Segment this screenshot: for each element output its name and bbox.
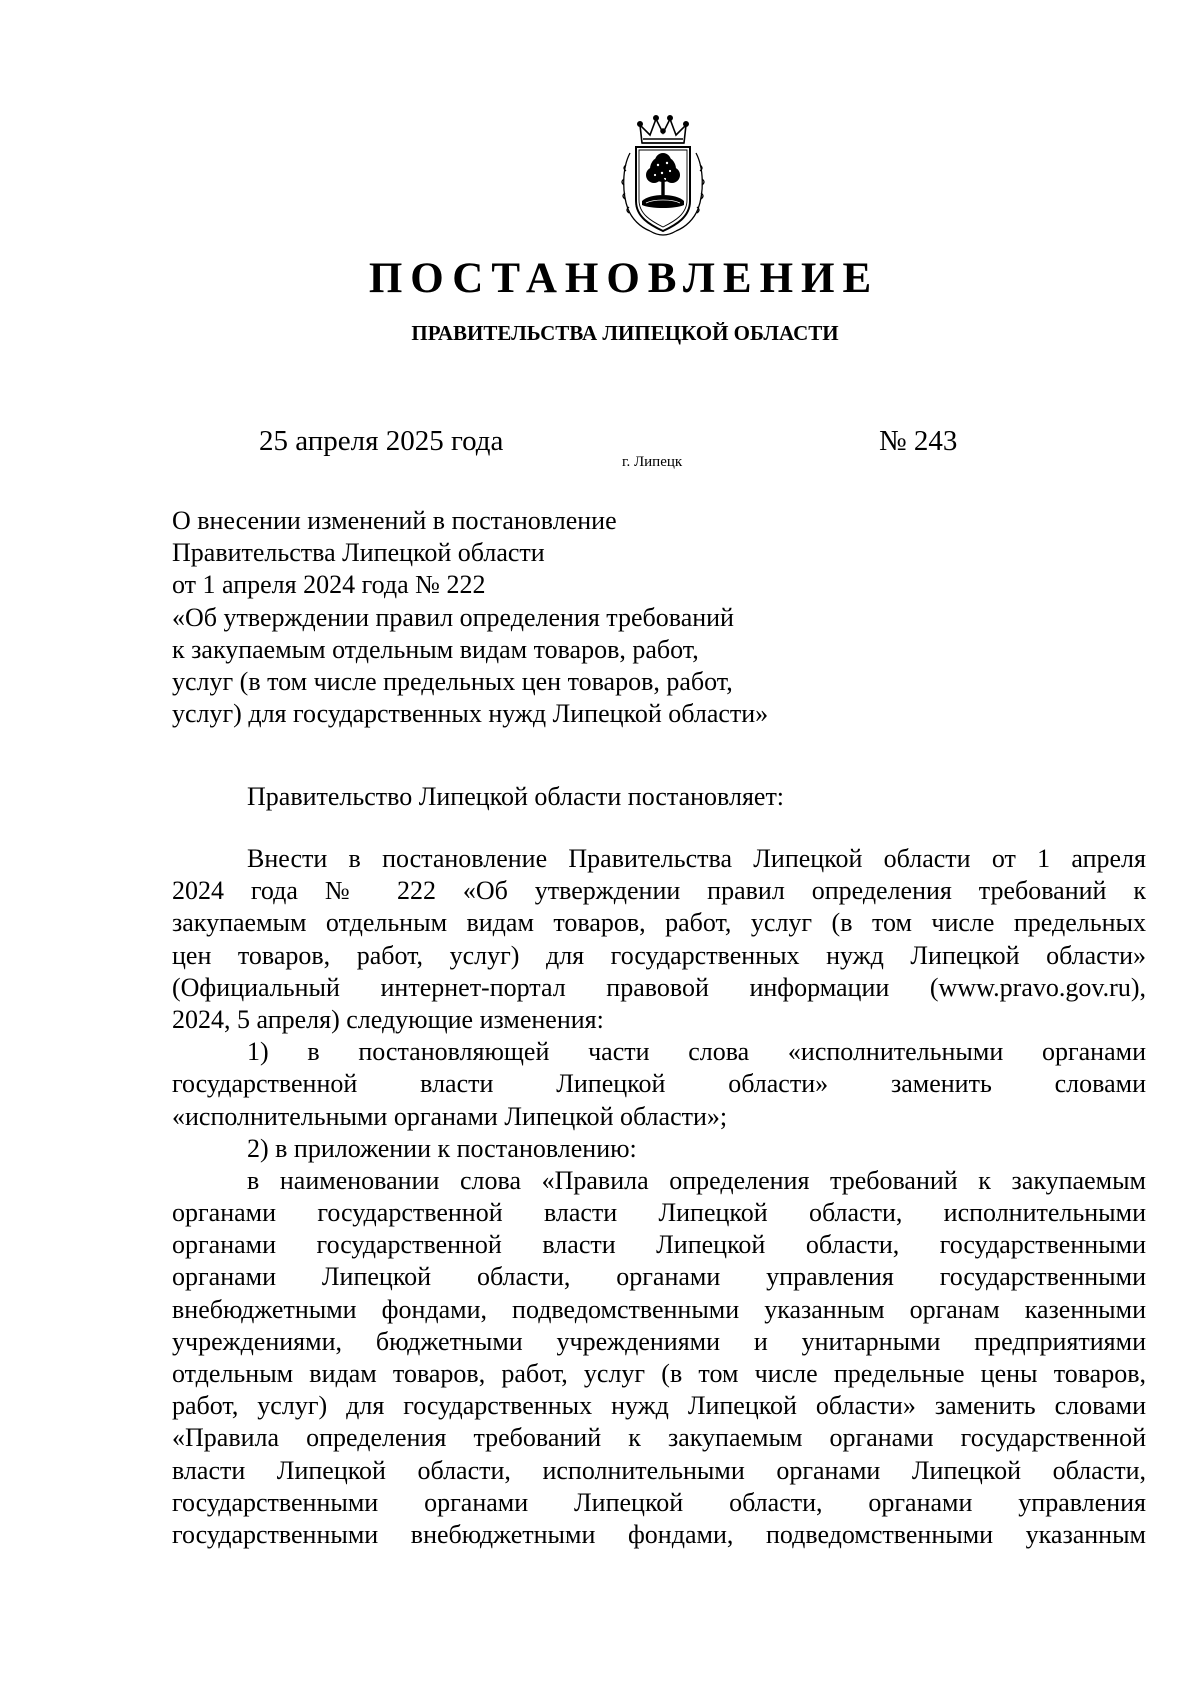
body-line: цен товаров, работ, услуг) для государственных нужд Липецкой области» [172,940,1146,970]
body-line: органами государственной власти Липецкой области, исполнительными [172,1198,1146,1228]
subject-line: услуг (в том числе предельных цен товаров, работ, [172,667,733,697]
body-line: 2024, 5 апреля) следующие изменения: [172,1004,604,1034]
body-line: государственными органами Липецкой области, органами управления [172,1487,1146,1517]
document-date: 25 апреля 2025 года [259,425,504,457]
body-line: в наименовании слова «Правила определения требований к закупаемым [247,1165,1146,1195]
body-line: «исполнительными органами Липецкой области»; [172,1101,728,1131]
body-line: отдельным видам товаров, работ, услуг (в том числе предельные цены товаров, [172,1359,1146,1388]
body-line: 1) в постановляющей части слова «исполнительными органами [247,1037,1146,1067]
lipetsk-coat-of-arms-icon [620,113,706,241]
body-line: закупаемым отдельным видам товаров, работ, услуг (в том числе предельных [172,908,1146,938]
body-line: работ, услуг) для государственных нужд Липецкой области» заменить словами [172,1391,1146,1421]
body-line: органами государственной власти Липецкой области, государственными [172,1230,1146,1260]
document-subtitle: ПРАВИТЕЛЬСТВА ЛИПЕЦКОЙ ОБЛАСТИ [411,321,839,345]
subject-line: услуг) для государственных нужд Липецкой области» [172,699,769,729]
body-line: государственными внебюджетными фондами, подведомственными указанным [172,1519,1146,1549]
body-line: учреждениями, бюджетными учреждениями и унитарными предприятиями [172,1326,1146,1356]
document-title: ПОСТАНОВЛЕНИЕ [368,255,880,302]
document-subject [172,505,768,730]
body-line: органами Липецкой области, органами управления государственными [172,1262,1146,1292]
document-body [172,843,1146,1551]
body-line: власти Липецкой области, исполнительными органами Липецкой области, [172,1455,1146,1485]
body-line: 2024 года № 222 «Об утверждении правил определения требований к [172,876,1146,906]
subject-line: к закупаемым отдельным видам товаров, работ, [172,634,699,664]
document-city: г. Липецк [622,454,683,470]
body-line: Внести в постановление Правительства Липецкой области от 1 апреля [247,844,1146,873]
subject-line: Правительства Липецкой области [172,538,545,568]
preamble: Правительство Липецкой области постановляет: [247,782,785,811]
subject-line: от 1 апреля 2024 года № 222 [172,570,486,600]
body-line: 2) в приложении к постановлению: [247,1133,637,1163]
body-line: государственной власти Липецкой области» заменить словами [172,1069,1146,1099]
body-line: внебюджетными фондами, подведомственными указанным органам казенными [172,1294,1146,1324]
body-line: «Правила определения требований к закупаемым органами государственной [172,1423,1146,1453]
body-line: (Официальный интернет-портал правовой информации (www.pravo.gov.ru), [172,972,1146,1002]
subject-line: О внесении изменений в постановление [172,506,617,535]
subject-line: «Об утверждении правил определения требований [172,602,734,632]
document-number: № 243 [879,425,958,457]
